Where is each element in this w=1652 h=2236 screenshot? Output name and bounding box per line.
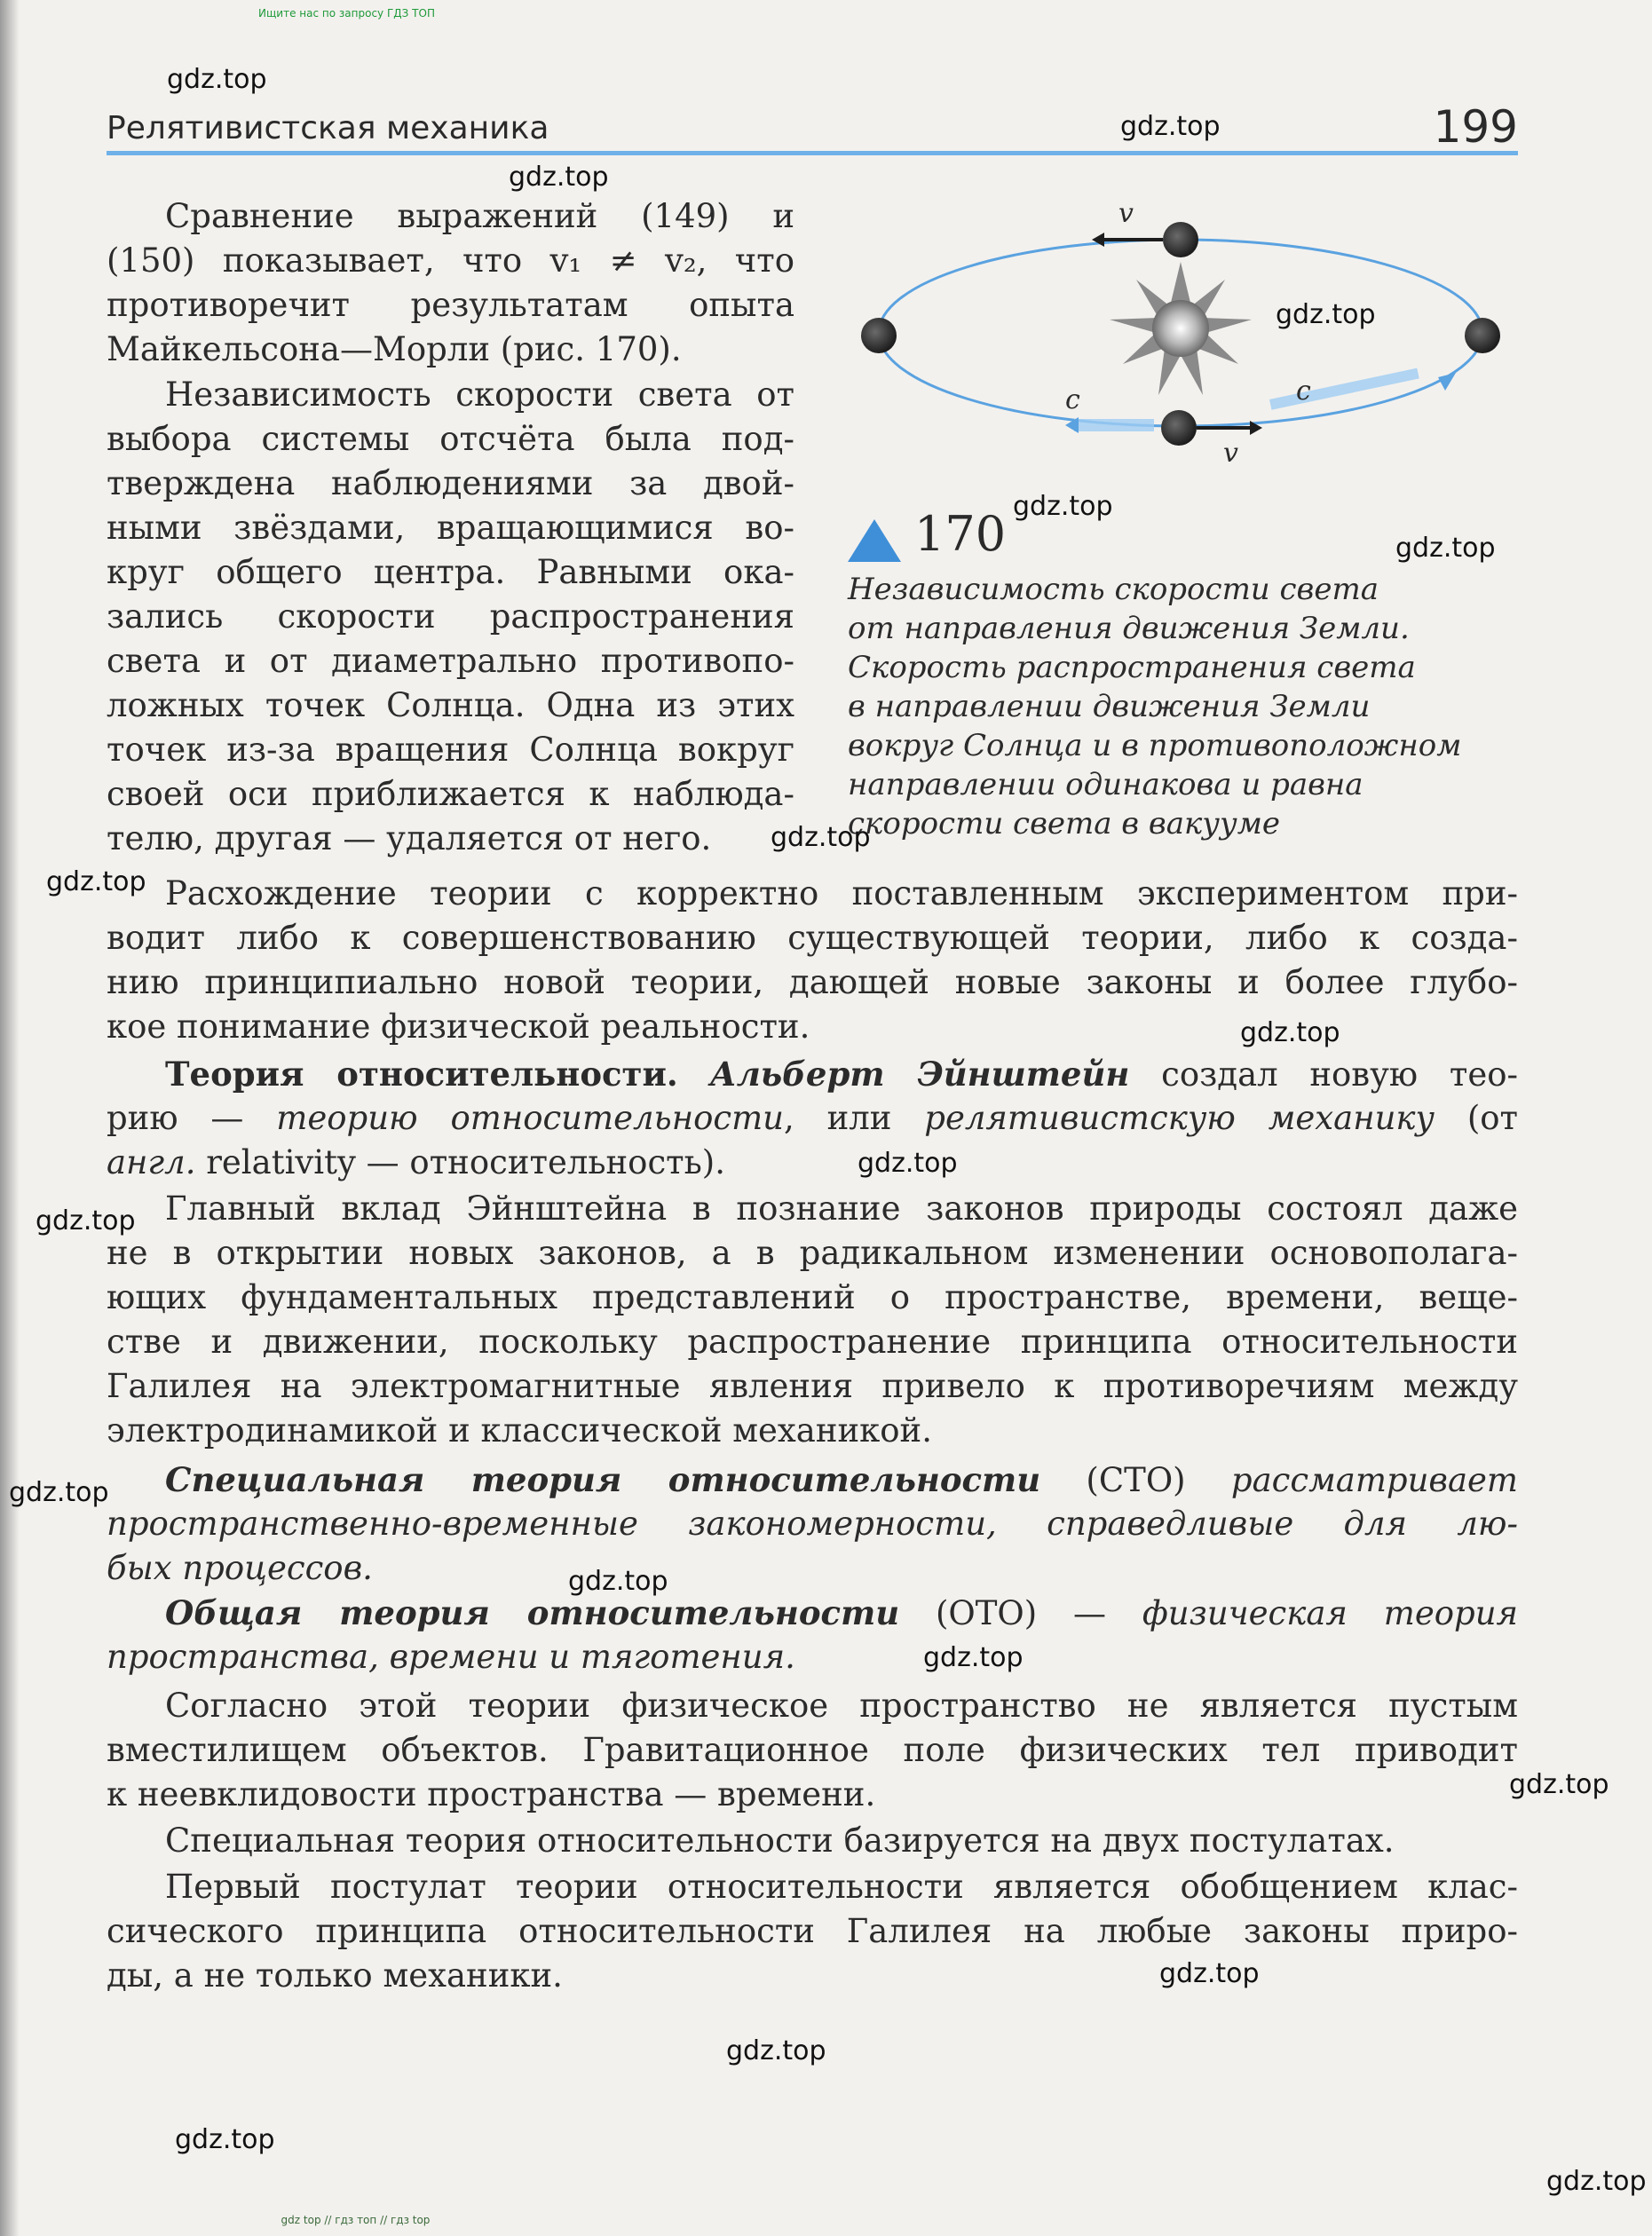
watermark: gdz.top bbox=[568, 1566, 668, 1597]
bottom-note: gdz top // гдз топ // гдз top bbox=[281, 2214, 431, 2226]
watermark: gdz.top bbox=[1240, 1017, 1340, 1048]
oto-line-1 bbox=[107, 1593, 1518, 1633]
text-line: Галилея на электромагнитные явления привело к противоречиям между bbox=[107, 1367, 1518, 1405]
text-span: (ОТО) — bbox=[935, 1594, 1107, 1632]
text-line: Независимость скорости света от bbox=[165, 375, 794, 414]
section-heading: Теория относительности. bbox=[165, 1055, 678, 1094]
label-v-bottom: v bbox=[1223, 438, 1238, 469]
text-line: противоречит результатам опыта bbox=[107, 286, 794, 324]
light-arrow-left bbox=[1065, 417, 1154, 433]
top-note: Ищите нас по запросу ГДЗ ТОП bbox=[258, 7, 435, 20]
page-edge-shadow bbox=[0, 0, 20, 2236]
text-line: ными звёздами, вращающимися во- bbox=[107, 509, 794, 547]
text-span: (СТО) bbox=[1086, 1461, 1186, 1499]
text-line: света и от диаметрально противопо- bbox=[107, 642, 794, 680]
text-line: нию принципиально новой теории, дающей новые законы и более глубо- bbox=[107, 963, 1518, 1001]
earth-bottom-icon bbox=[1161, 410, 1197, 446]
text-line: бых процессов. bbox=[107, 1549, 373, 1587]
text-line: водит либо к совершенствованию существующей теории, либо к созда- bbox=[107, 919, 1518, 957]
text-line: точек из-за вращения Солнца вокруг bbox=[107, 731, 794, 769]
text-line: Главный вклад Эйнштейна в познание законов природы состоял даже bbox=[165, 1189, 1518, 1228]
text-line: тверждена наблюдениями за двой- bbox=[107, 464, 794, 502]
watermark: gdz.top bbox=[1395, 533, 1496, 564]
watermark: gdz.top bbox=[771, 822, 871, 853]
earth-right-icon bbox=[1465, 318, 1500, 353]
term-oto: Общая теория относительности bbox=[165, 1593, 900, 1632]
velocity-arrow-bottom bbox=[1197, 421, 1262, 435]
text-line: стве и движении, поскольку распространение принципа относительности bbox=[107, 1323, 1518, 1361]
figure-number: 170 bbox=[914, 506, 1007, 562]
text-span: (от bbox=[1466, 1099, 1519, 1137]
page-header bbox=[107, 99, 1518, 155]
watermark: gdz.top bbox=[923, 1642, 1024, 1673]
watermark: gdz.top bbox=[1276, 299, 1376, 330]
watermark: gdz.top bbox=[1546, 2166, 1647, 2197]
text-line: к неевклидовости пространства — времени. bbox=[107, 1775, 876, 1813]
relativity-line-3 bbox=[107, 1143, 1518, 1182]
text-line: сического принципа относительности Галилея на любые законы приро- bbox=[107, 1912, 1518, 1950]
author-name: Альберт Эйнштейн bbox=[709, 1055, 1130, 1094]
watermark: gdz.top bbox=[1013, 491, 1113, 522]
text-line: Согласно этой теории физическое пространство не является пустым bbox=[165, 1687, 1518, 1725]
watermark: gdz.top bbox=[726, 2035, 826, 2066]
watermark: gdz.top bbox=[9, 1477, 109, 1508]
figure-caption-line: скорости света в вакууме bbox=[848, 806, 1281, 841]
label-c-right: c bbox=[1296, 375, 1311, 407]
text-line: Специальная теория относительности базируется на двух постулатах. bbox=[165, 1821, 1395, 1860]
sto-line-1 bbox=[107, 1460, 1518, 1500]
figure-marker-icon bbox=[848, 519, 901, 562]
watermark: gdz.top bbox=[175, 2124, 275, 2155]
watermark: gdz.top bbox=[509, 162, 609, 193]
text-span: , или bbox=[783, 1099, 892, 1137]
text-line: Расхождение теории с корректно поставленным экспериментом при- bbox=[165, 874, 1518, 913]
text-span: relativity — относительность). bbox=[206, 1143, 725, 1181]
page-number: 199 bbox=[1433, 101, 1518, 153]
text-line: ющих фундаментальных представлений о пространстве, времени, веще- bbox=[107, 1278, 1518, 1316]
text-line: вместилищем объектов. Гравитационное поле физических тел приводит bbox=[107, 1731, 1518, 1769]
running-title: Релятивистская механика bbox=[107, 110, 549, 146]
term-relativity: теорию относительности bbox=[276, 1099, 784, 1137]
term-sto: Специальная теория относительности bbox=[165, 1460, 1041, 1499]
text-line: ложных точек Солнца. Одна из этих bbox=[107, 686, 794, 724]
term-relativistic-mechanics: релятивистскую механику bbox=[924, 1099, 1435, 1137]
text-line: пространственно-временные закономерности, справедливые для лю- bbox=[107, 1505, 1518, 1543]
text-span: физическая теория bbox=[1142, 1594, 1519, 1632]
text-line: телю, другая — удаляется от него. bbox=[107, 819, 712, 857]
label-c-left: c bbox=[1065, 384, 1080, 415]
text-line: Сравнение выражений (149) и bbox=[165, 197, 794, 235]
text-line: ды, а не только механики. bbox=[107, 1956, 563, 1995]
text-span: создал новую тео- bbox=[1161, 1055, 1519, 1094]
text-span: рассматривает bbox=[1230, 1461, 1519, 1499]
text-span: англ. bbox=[107, 1143, 196, 1181]
figure-caption-line: Независимость скорости света bbox=[848, 572, 1379, 607]
watermark: gdz.top bbox=[167, 64, 267, 95]
figure-caption-line: от направления движения Земли. bbox=[848, 611, 1410, 646]
earth-left-icon bbox=[861, 318, 897, 353]
figure-caption-line: в направлении движения Земли bbox=[848, 689, 1371, 724]
text-line: не в открытии новых законов, а в радикальном изменении основополага- bbox=[107, 1234, 1518, 1272]
sun-icon bbox=[1110, 262, 1252, 395]
relativity-line-1 bbox=[107, 1055, 1518, 1094]
label-v-top: v bbox=[1118, 198, 1134, 229]
text-line: своей оси приближается к наблюда- bbox=[107, 775, 794, 813]
watermark: gdz.top bbox=[1159, 1958, 1260, 1989]
text-line: пространства, времени и тяготения. bbox=[107, 1638, 795, 1676]
earth-top-icon bbox=[1163, 222, 1198, 257]
text-line: зались скорости распространения bbox=[107, 597, 794, 636]
watermark: gdz.top bbox=[858, 1148, 958, 1179]
text-line: кое понимание физической реальности. bbox=[107, 1007, 810, 1046]
text-line: электродинамикой и классической механикой. bbox=[107, 1411, 932, 1450]
watermark: gdz.top bbox=[36, 1205, 136, 1237]
text-line: Первый постулат теории относительности является обобщением клас- bbox=[165, 1868, 1518, 1906]
figure-caption-line: Скорость распространения света bbox=[848, 650, 1416, 685]
text-span: рию — bbox=[107, 1099, 244, 1137]
watermark: gdz.top bbox=[1120, 111, 1221, 142]
text-line: круг общего центра. Равными ока- bbox=[107, 553, 794, 591]
figure-caption-line: вокруг Солнца и в противоположном bbox=[848, 728, 1462, 763]
text-line: выбора системы отсчёта была под- bbox=[107, 420, 794, 458]
velocity-arrow-top bbox=[1092, 233, 1163, 247]
text-line: (150) показывает, что v₁ ≠ v₂, что bbox=[107, 241, 794, 280]
watermark: gdz.top bbox=[46, 866, 146, 897]
relativity-line-2 bbox=[107, 1099, 1518, 1138]
figure-earth-orbit bbox=[852, 186, 1509, 479]
text-line: Майкельсона—Морли (рис. 170). bbox=[107, 330, 682, 368]
figure-caption-line: направлении одинакова и равна bbox=[848, 767, 1363, 802]
watermark: gdz.top bbox=[1509, 1769, 1609, 1800]
